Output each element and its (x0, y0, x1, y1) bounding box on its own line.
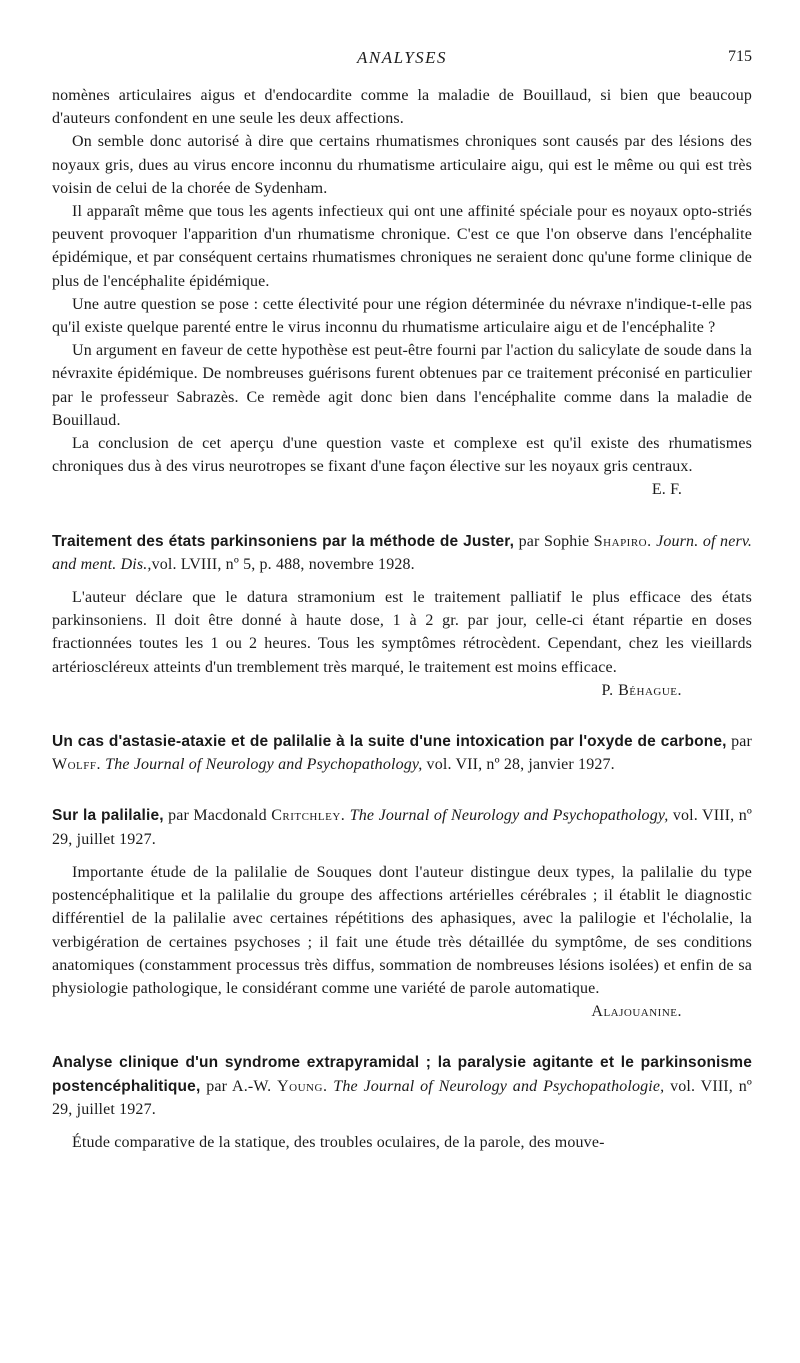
entry-heading (52, 730, 752, 776)
review-entry (52, 804, 752, 1023)
entry-body-text: Importante étude de la palilalie de Souques dont l'auteur distingue deux types, la palilalie du type postencéphalitique et la palilalie du groupe des affections artérielles cérébrales ; il établit le diagnostic différentiel de la palilalie avec certaines répétitions des aphasiques, avec la palilogie et l'écholalie, la verbigération de certaines psychoses ; il fait une étude très détaillée du symptôme, de ses conditions anatomiques (constamment processus très diffus, sommation de nombreuses lésions isolées) et enfin de sa physiologie pathologique, le considérant comme une variété de parole automatique. (52, 863, 752, 997)
entry-author: Shapiro. (593, 532, 652, 550)
entry-journal: Journ. of nerv. and ment. Dis., (52, 532, 753, 573)
entry-body: Étude comparative de la statique, des troubles oculaires, de la parole, des mouve- (72, 1133, 605, 1151)
paragraph: Il apparaît même que tous les agents infectieux qui ont une affinité spéciale pour es noyaux opto-striés peuvent provoquer l'apparition d'un rhumatisme chronique. C'est ce que l'on observe dans l'encéphalite épidémique, et par conséquent certains rhumatismes chroniques ne seraient donc qu'une forme clinique de plus de l'encéphalite épidémique. (52, 203, 752, 290)
paragraph: On semble donc autorisé à dire que certains rhumatismes chroniques sont causés par des lésions des noyaux gris, dues au virus encore inconnu du rhumatisme articulaire aigu, qui est le même ou qui est très voisin de celui de la chorée de Sydenham. (52, 133, 752, 197)
entry-citation: vol. LVIII, nº 5, p. 488, novembre 1928. (151, 555, 415, 573)
entry-title: Sur la palilalie, (52, 807, 164, 825)
entry-citation: vol. VIII, nº 29, juillet 1927. (52, 1077, 752, 1118)
entry-body (52, 861, 752, 1023)
review-entry (52, 1051, 752, 1154)
paragraph: Une autre question se pose : cette électivité pour une région déterminée du névraxe n'indique-t-elle pas qu'il existe quelque parenté entre le virus inconnu du rhumatisme articulaire aigu et de l'encéphalite ? (52, 295, 752, 337)
review-entry (52, 530, 752, 702)
running-head (52, 48, 752, 70)
review-entry (52, 730, 752, 776)
entry-body (52, 586, 752, 702)
entry-title: Un cas d'astasie-ataxie et de palilalie à la suite d'une intoxication par l'oxyde de carbone, (52, 733, 727, 751)
paragraph-text: La conclusion de cet aperçu d'une question vaste et complexe est qu'il existe des rhumatismes chroniques dus à des virus neurotropes se fixant d'une façon élective sur les noyaux gris centraux. (52, 435, 752, 476)
entry-by: par Macdonald (168, 807, 267, 825)
entry-citation: vol. VIII, nº 29, juillet 1927. (52, 807, 752, 848)
entry-journal: The Journal of Neurology and Psychopathologie, (333, 1077, 665, 1095)
paragraph: nomènes articulaires aigus et d'endocardite comme la maladie de Bouillaud, si bien que beaucoup d'auteurs confondent en une seule les deux affections. (52, 87, 752, 128)
intro-section (52, 84, 752, 502)
paragraph (52, 432, 752, 502)
journal-page (52, 48, 752, 1154)
entry-journal: The Journal of Neurology and Psychopathology, (105, 756, 423, 774)
entry-journal: The Journal of Neurology and Psychopathology, (349, 807, 669, 825)
running-title: ANALYSES (356, 48, 448, 67)
signature: P. Béhague. (601, 681, 682, 699)
entry-heading (52, 1051, 752, 1121)
signature: E. F. (651, 481, 682, 499)
entry-author: Young. (277, 1077, 328, 1095)
entry-by: par (731, 733, 752, 751)
entry-heading (52, 804, 752, 850)
entry-body-text: L'auteur déclare que le datura stramonium est le traitement palliatif le plus efficace des états parkinsoniens. Il doit être donné à haute dose, 1 à 2 gr. par jour, celle-ci étant répartie en doses fractionnées toutes les 1 ou 2 heures. Tous les symptômes rétrocèdent. Cependant, chez les vieillards artérioscléreux atteints d'un tremblement très marqué, le traitement est moins efficace. (52, 589, 752, 676)
entry-by: par Sophie (518, 532, 590, 550)
signature: Alajouanine. (591, 1003, 682, 1021)
entry-by: par A.-W. (206, 1077, 272, 1095)
entry-title: Traitement des états parkinsoniens par la méthode de Juster, (52, 532, 515, 550)
entry-author: Wolff. (52, 756, 101, 774)
paragraph: Un argument en faveur de cette hypothèse est peut-être fourni par l'action du salicylate de soude dans la névraxite épidémique. De nombreuses guérisons furent obtenues par ce traitement préconisé en particulier par le professeur Sabrazès. Ce remède agit donc bien dans l'encéphalite comme dans la maladie de Bouillaud. (52, 342, 752, 429)
entry-title: Analyse clinique d'un syndrome extrapyramidal ; la paralysie agitante et le parkinsonisme postencéphalitique, (52, 1054, 752, 1095)
page-number: 715 (728, 48, 752, 65)
entry-citation: vol. VII, nº 28, janvier 1927. (426, 756, 615, 774)
entry-heading (52, 530, 752, 576)
entry-author: Critchley. (271, 807, 346, 825)
